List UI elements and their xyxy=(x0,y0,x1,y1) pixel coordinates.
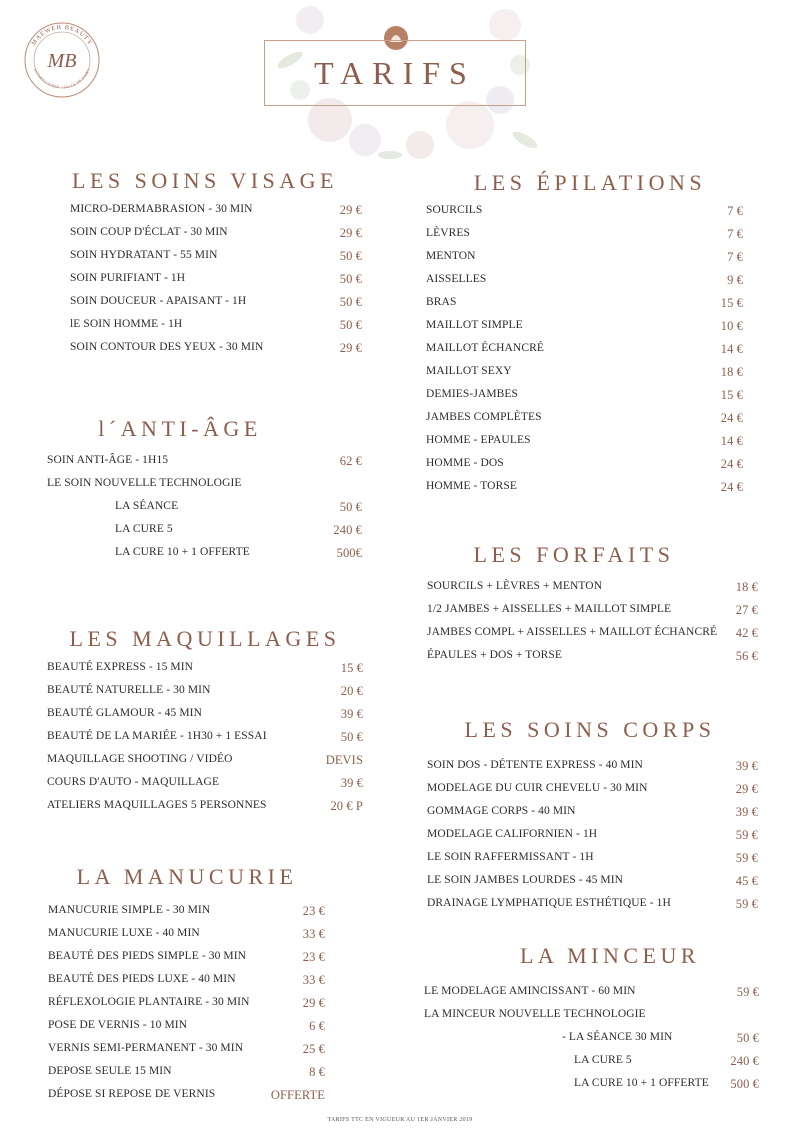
price-row xyxy=(48,996,325,1016)
service-name: RÉFLEXOLOGIE PLANTAIRE - 30 MIN xyxy=(48,996,250,1008)
price-row xyxy=(70,295,362,315)
price-row xyxy=(70,272,362,292)
price-row xyxy=(47,477,362,497)
price-row xyxy=(48,927,325,947)
price-row xyxy=(48,904,325,924)
section-title-manucurie: LA MANUCURIE xyxy=(76,864,298,889)
service-price: 59 € xyxy=(735,828,758,842)
service-price: 9 € xyxy=(727,273,743,287)
service-name: BEAUTÉ GLAMOUR - 45 MIN xyxy=(47,707,202,719)
section-title-corps: LES SOINS CORPS xyxy=(464,717,716,742)
service-name: LA CURE 5 xyxy=(115,523,173,535)
service-price: 29 € xyxy=(339,203,362,217)
service-name: BEAUTÉ NATURELLE - 30 MIN xyxy=(47,684,211,696)
service-name: MENTON xyxy=(426,250,476,262)
price-row xyxy=(70,341,362,361)
service-name: BEAUTÉ EXPRESS - 15 MIN xyxy=(47,661,194,673)
price-row xyxy=(70,203,362,223)
service-name: SOIN ANTI-ÂGE - 1H15 xyxy=(47,454,169,466)
service-price: 240 € xyxy=(333,523,362,537)
service-price: 50 € xyxy=(339,295,362,309)
price-row xyxy=(424,985,759,1005)
price-row xyxy=(426,480,743,500)
section-title-visage: LES SOINS VISAGE xyxy=(72,168,338,193)
service-name: LE SOIN JAMBES LOURDES - 45 MIN xyxy=(427,874,624,886)
price-row xyxy=(427,626,758,646)
price-row xyxy=(426,296,743,316)
price-row xyxy=(574,1054,759,1074)
service-name: COURS D'AUTO - MAQUILLAGE xyxy=(47,776,220,788)
service-name: SOIN CONTOUR DES YEUX - 30 MIN xyxy=(70,341,264,353)
section-title-forfaits: LES FORFAITS xyxy=(473,542,675,567)
brand-logo xyxy=(22,20,102,100)
price-row xyxy=(426,388,743,408)
page-title: TARIFS xyxy=(314,54,476,91)
service-name: POSE DE VERNIS - 10 MIN xyxy=(48,1019,188,1031)
service-price: 24 € xyxy=(720,411,743,425)
service-name: SOIN HYDRATANT - 55 MIN xyxy=(70,249,218,261)
price-row xyxy=(426,434,743,454)
section-title-maquillages: LES MAQUILLAGES xyxy=(69,626,341,651)
price-row xyxy=(427,851,758,871)
service-name: DÉPOSE SI REPOSE DE VERNIS xyxy=(48,1088,216,1100)
price-row xyxy=(426,204,743,224)
service-price: 6 € xyxy=(309,1019,325,1033)
service-name: MANUCURIE SIMPLE - 30 MIN xyxy=(48,904,211,916)
service-name: LA CURE 10 + 1 OFFERTE xyxy=(115,546,250,558)
price-row xyxy=(427,580,758,600)
price-row xyxy=(426,411,743,431)
service-name: BEAUTÉ DES PIEDS LUXE - 40 MIN xyxy=(48,973,236,985)
section-title-minceur: LA MINCEUR xyxy=(519,943,701,968)
service-name: BEAUTÉ DES PIEDS SIMPLE - 30 MIN xyxy=(48,950,247,962)
logo-ring-top: MAEWEH BEAUTY xyxy=(30,23,94,47)
price-row xyxy=(48,1042,325,1062)
service-name: LA CURE 10 + 1 OFFERTE xyxy=(574,1077,709,1089)
service-price: 240 € xyxy=(730,1054,759,1068)
service-name: - LA SÉANCE 30 MIN xyxy=(562,1031,673,1043)
price-row xyxy=(426,319,743,339)
price-row xyxy=(426,342,743,362)
section-title-antiage: l´ANTI-ÂGE xyxy=(98,416,262,441)
service-price: 10 € xyxy=(720,319,743,333)
service-price: 18 € xyxy=(735,580,758,594)
service-name: LE MODELAGE AMINCISSANT - 60 MIN xyxy=(424,985,636,997)
service-price: 39 € xyxy=(735,759,758,773)
footer-note: TARIFS TTC EN VIGUEUR AU 1ER JANVIER 2019 xyxy=(327,1117,473,1123)
service-price: 7 € xyxy=(727,204,743,218)
service-price: OFFERTE xyxy=(270,1088,325,1102)
service-name: SOURCILS xyxy=(426,204,483,216)
service-name: SOIN DOS - DÉTENTE EXPRESS - 40 MIN xyxy=(427,759,643,771)
price-row xyxy=(427,603,758,623)
service-price: 15 € xyxy=(720,388,743,402)
service-price: 59 € xyxy=(736,985,759,999)
service-price: 20 € xyxy=(340,684,363,698)
logo-monogram: MB xyxy=(47,50,77,72)
service-price: 20 € P xyxy=(330,799,363,813)
service-price: 29 € xyxy=(339,341,362,355)
price-row xyxy=(427,897,758,917)
service-name: SOIN PURIFIANT - 1H xyxy=(70,272,186,284)
service-name: DEMIES-JAMBES xyxy=(426,388,519,400)
service-name: MAQUILLAGE SHOOTING / VIDÉO xyxy=(47,753,233,765)
price-row xyxy=(426,365,743,385)
service-price: 33 € xyxy=(302,927,325,941)
service-price: 14 € xyxy=(720,342,743,356)
service-name: MODELAGE CALIFORNIEN - 1H xyxy=(427,828,598,840)
service-name: DRAINAGE LYMPHATIQUE ESTHÉTIQUE - 1H xyxy=(427,897,671,909)
service-name: JAMBES COMPL + AISSELLES + MAILLOT ÉCHANCRÉ xyxy=(427,626,718,638)
service-name: DEPOSE SEULE 15 MIN xyxy=(48,1065,172,1077)
price-row xyxy=(48,1019,325,1039)
service-name: MICRO-DERMABRASION - 30 MIN xyxy=(70,203,253,215)
service-price: 24 € xyxy=(720,457,743,471)
price-row xyxy=(424,1008,759,1028)
service-price: 59 € xyxy=(735,851,758,865)
service-name: SOIN COUP D'ÉCLAT - 30 MIN xyxy=(70,226,228,238)
service-price: 18 € xyxy=(720,365,743,379)
service-price: 29 € xyxy=(339,226,362,240)
service-price: 45 € xyxy=(735,874,758,888)
service-name: LE SOIN RAFFERMISSANT - 1H xyxy=(427,851,594,863)
service-name: SOIN DOUCEUR - APAISANT - 1H xyxy=(70,295,247,307)
price-row xyxy=(47,707,363,727)
price-row xyxy=(70,226,362,246)
service-name: MODELAGE DU CUIR CHEVELU - 30 MIN xyxy=(427,782,648,794)
service-name: SOURCILS + LÈVRES + MENTON xyxy=(427,580,603,592)
price-row xyxy=(427,759,758,779)
service-name: LÈVRES xyxy=(426,227,471,239)
service-name: BEAUTÉ DE LA MARIÉE - 1H30 + 1 ESSAI xyxy=(47,730,267,742)
price-row xyxy=(48,950,325,970)
service-name: HOMME - DOS xyxy=(426,457,504,469)
service-name: GOMMAGE CORPS - 40 MIN xyxy=(427,805,576,817)
price-row xyxy=(426,227,743,247)
price-row xyxy=(47,753,363,773)
service-price: 500€ xyxy=(336,546,362,560)
price-row xyxy=(562,1031,759,1051)
service-price: 33 € xyxy=(302,973,325,987)
price-row xyxy=(48,973,325,993)
title-frame xyxy=(264,40,526,106)
service-name: JAMBES COMPLÈTES xyxy=(426,411,542,423)
service-price: 39 € xyxy=(340,776,363,790)
price-row xyxy=(426,273,743,293)
service-name: ATELIERS MAQUILLAGES 5 PERSONNES xyxy=(47,799,267,811)
service-price: 56 € xyxy=(735,649,758,663)
price-row xyxy=(47,776,363,796)
price-row xyxy=(115,500,362,520)
service-name: 1/2 JAMBES + AISSELLES + MAILLOT SIMPLE xyxy=(427,603,672,615)
service-name: ÉPAULES + DOS + TORSE xyxy=(427,649,563,661)
service-name: MAILLOT ÉCHANCRÉ xyxy=(426,342,544,354)
service-price: 500 € xyxy=(730,1077,759,1091)
price-row xyxy=(427,874,758,894)
service-price: 29 € xyxy=(302,996,325,1010)
service-price: 15 € xyxy=(720,296,743,310)
logo-ring-bottom: ESTHÉTICIENNE - SALLE DE SOINS xyxy=(33,68,91,90)
service-name: MAILLOT SEXY xyxy=(426,365,512,377)
service-price: 50 € xyxy=(339,500,362,514)
service-name: VERNIS SEMI-PERMANENT - 30 MIN xyxy=(48,1042,244,1054)
price-row xyxy=(48,1065,325,1085)
service-price: 50 € xyxy=(339,249,362,263)
service-name: AISSELLES xyxy=(426,273,487,285)
service-name: MANUCURIE LUXE - 40 MIN xyxy=(48,927,200,939)
price-row xyxy=(427,828,758,848)
price-row xyxy=(426,457,743,477)
service-price: 50 € xyxy=(736,1031,759,1045)
service-price: 23 € xyxy=(302,904,325,918)
service-price: 7 € xyxy=(727,227,743,241)
service-name: HOMME - TORSE xyxy=(426,480,517,492)
service-name: LE SOIN NOUVELLE TECHNOLOGIE xyxy=(47,477,242,489)
price-row xyxy=(47,684,363,704)
service-price: 15 € xyxy=(340,661,363,675)
service-price: 24 € xyxy=(720,480,743,494)
service-price: 8 € xyxy=(309,1065,325,1079)
service-price: 50 € xyxy=(339,318,362,332)
service-name: LA MINCEUR NOUVELLE TECHNOLOGIE xyxy=(424,1008,646,1020)
price-row xyxy=(47,454,362,474)
section-title-epilations: LES ÉPILATIONS xyxy=(473,170,707,195)
price-row xyxy=(427,649,758,669)
price-row xyxy=(47,730,363,750)
service-price: 50 € xyxy=(340,730,363,744)
service-name: BRAS xyxy=(426,296,457,308)
price-row xyxy=(47,799,363,819)
price-row xyxy=(70,318,362,338)
service-price: 62 € xyxy=(339,454,362,468)
service-price: 25 € xyxy=(302,1042,325,1056)
price-row xyxy=(427,805,758,825)
price-row xyxy=(115,546,362,566)
service-name: MAILLOT SIMPLE xyxy=(426,319,523,331)
price-row xyxy=(70,249,362,269)
price-row xyxy=(47,661,363,681)
service-name: LA SÉANCE xyxy=(115,500,179,512)
price-row xyxy=(115,523,362,543)
service-name: LA CURE 5 xyxy=(574,1054,632,1066)
service-price: 39 € xyxy=(735,805,758,819)
price-row xyxy=(48,1088,325,1108)
service-price: 14 € xyxy=(720,434,743,448)
service-price: 27 € xyxy=(735,603,758,617)
service-price: DEVIS xyxy=(325,753,363,767)
service-name: lE SOIN HOMME - 1H xyxy=(70,318,183,330)
service-name: HOMME - EPAULES xyxy=(426,434,531,446)
service-price: 50 € xyxy=(339,272,362,286)
service-price: 39 € xyxy=(340,707,363,721)
price-row xyxy=(426,250,743,270)
service-price: 23 € xyxy=(302,950,325,964)
service-price: 59 € xyxy=(735,897,758,911)
service-price: 29 € xyxy=(735,782,758,796)
service-price: 42 € xyxy=(735,626,758,640)
service-price: 7 € xyxy=(727,250,743,264)
price-row xyxy=(427,782,758,802)
price-row xyxy=(574,1077,759,1097)
